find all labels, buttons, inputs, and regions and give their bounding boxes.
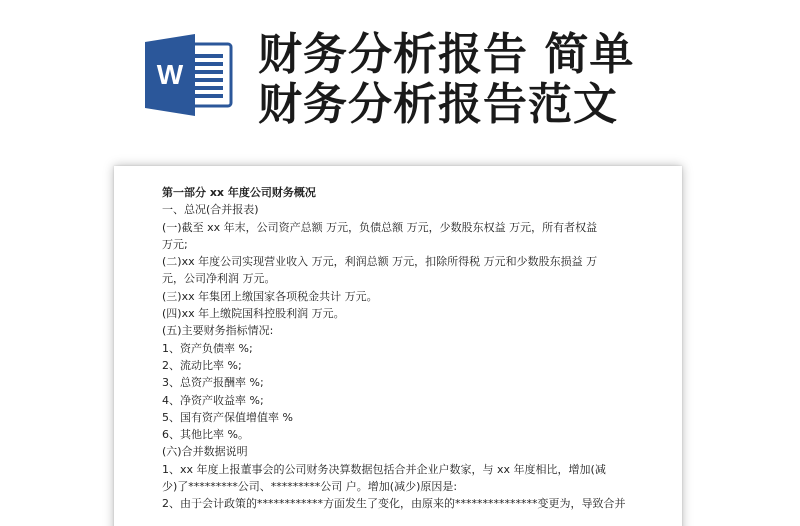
document-line: 5、国有资产保值增值率 % [162,410,293,424]
title-line-2: 财务分析报告范文 [258,79,618,130]
document-line: 一、总况(合并报表) [162,203,259,217]
document-line: (二)xx 年度公司实现营业收入 万元，利润总额 万元，扣除所得税 万元和少数股东损益 万 [162,255,598,269]
document-line: 4、净资产收益率 %; [162,393,264,407]
document-line: 元，公司净利润 万元。 [162,272,276,286]
document-heading: 第一部分 xx 年度公司财务概况 [162,186,316,199]
word-document-icon [143,34,235,116]
page-title [258,30,778,130]
document-line: 万元; [162,237,188,251]
document-preview [114,166,682,526]
title-line-1: 财务分析报告 简单 [258,29,635,80]
document-line: 1、资产负债率 %; [162,341,253,355]
document-line: 3、总资产报酬率 %; [162,376,264,390]
document-line: (六)合并数据说明 [162,445,248,459]
document-body [162,184,646,513]
document-line: (四)xx 年上缴院国科控股利润 万元。 [162,307,345,321]
document-line: 少)了*********公司、*********公司 户。增加(减少)原因是: [162,480,458,494]
document-line: 6、其他比率 %。 [162,428,249,442]
document-line: (一)截至 xx 年末，公司资产总额 万元，负债总额 万元，少数股东权益 万元，所有者权益 [162,220,598,234]
document-line: 2、流动比率 %; [162,358,242,372]
document-line: 2、由于会计政策的************方面发生了变化，由原来的***************变更为，导致合并 [162,497,626,511]
document-line: (五)主要财务指标情况: [162,324,274,338]
header [0,0,800,160]
document-line: (三)xx 年集团上缴国家各项税金共计 万元。 [162,289,378,303]
logo-letter: W [156,59,184,90]
document-line: 1、xx 年度上报董事会的公司财务决算数据包括合并企业户数家，与 xx 年度相比，增加(减 [162,462,606,476]
